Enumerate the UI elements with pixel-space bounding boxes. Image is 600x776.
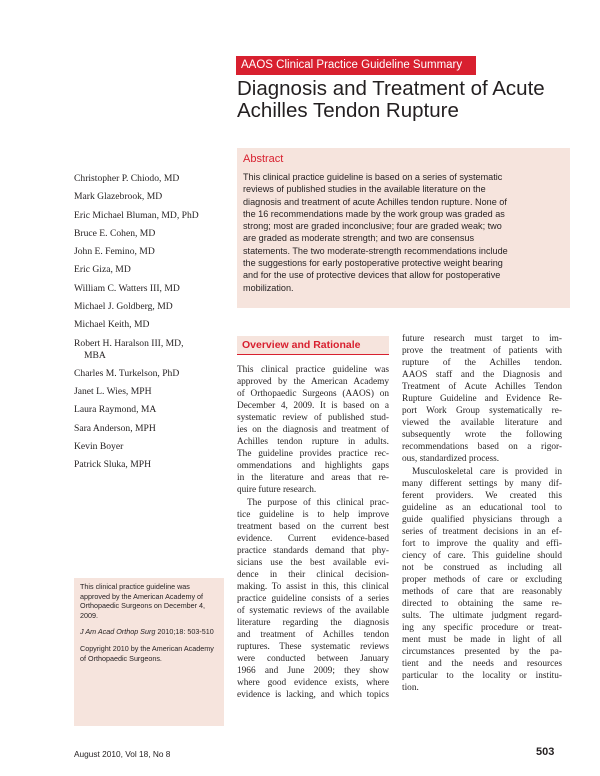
page-number: 503	[536, 746, 555, 758]
body-line: sicians use the best available evi-	[237, 557, 389, 568]
body-line: ferent providers. We created this	[402, 490, 562, 501]
citation-journal: J Am Acad Orthop Surg	[80, 627, 156, 637]
body-line: were conducted between January	[237, 654, 389, 665]
body-line: ciency of care. This guideline should	[402, 550, 562, 561]
author-name: Michael Keith, MD	[74, 319, 150, 331]
body-line: quire future research.	[237, 485, 317, 496]
body-line: ies on the diagnosis and treatment of	[237, 425, 389, 436]
body-line: dence in their clinical decision-	[237, 569, 389, 580]
author-name: Robert H. Haralson III, MD,	[74, 337, 184, 349]
abstract-line: the suggestions for early postoperative protective weight bearing	[243, 258, 503, 269]
body-line: ous, standardized process.	[402, 454, 500, 465]
author-name: Patrick Sluka, MPH	[74, 459, 152, 471]
body-line: ment must be made in light of all	[402, 635, 562, 646]
author-degree: MBA	[84, 349, 106, 361]
section-heading: Overview and Rationale	[237, 336, 389, 354]
body-line: making. To assist in this, this clinical	[237, 581, 389, 592]
author-name: Eric Giza, MD	[74, 264, 131, 276]
abstract-line: mobilization.	[243, 282, 294, 293]
author-name: Kevin Boyer	[74, 440, 124, 452]
article-title-line-1: Diagnosis and Treatment of Acute	[237, 77, 545, 100]
body-line: Musculoskeletal care is provided in	[412, 466, 562, 477]
author-name-wrapped	[74, 335, 234, 365]
body-line: evidence. Current evidence-based	[237, 533, 389, 544]
body-line: not be construed as including all	[402, 562, 562, 573]
citation-details: 2010;18: 503-510	[155, 627, 214, 637]
author-name: William C. Watters III, MD	[74, 282, 180, 294]
body-line: in the literature and areas that re-	[237, 473, 389, 484]
body-line: tice guideline is to help improve	[237, 509, 389, 520]
author-name: Charles M. Turkelson, PhD	[74, 367, 180, 379]
abstract-line: are graded as moderate strength; and two are consensus	[243, 233, 475, 244]
body-line: guideline as an educational tool to	[402, 502, 562, 513]
abstract-box	[237, 148, 570, 308]
body-line: This clinical practice guideline was	[237, 365, 389, 375]
body-line: and treatment of Achilles tendon	[237, 630, 389, 641]
abstract-heading: Abstract	[243, 153, 284, 165]
body-line: methods of care that are reasonably	[402, 586, 562, 597]
body-line: viewed the available literature and	[402, 418, 562, 429]
author-name: Eric Michael Bluman, MD, PhD	[74, 209, 199, 221]
approval-note-box	[74, 578, 224, 726]
body-line: port Work Group systematically re-	[402, 406, 562, 417]
body-line: directed to obtaining the same re-	[402, 599, 562, 610]
abstract-line: This clinical practice guideline is based on a series of systematic	[243, 172, 503, 182]
author-name: Sara Anderson, MPH	[74, 422, 156, 434]
body-line: circumstances presented by the pa-	[402, 647, 562, 658]
body-line: of Orthopaedic Surgeons (AAOS) on	[237, 389, 389, 400]
body-line: ruptures. These systematic reviews	[237, 642, 389, 653]
section-divider	[237, 354, 389, 355]
abstract-line: reviews of published studies in the available literature on the	[243, 184, 486, 195]
body-column-2	[402, 333, 562, 694]
body-line: 1966 and June 2009; they show	[237, 666, 389, 677]
abstract-text	[243, 171, 564, 294]
abstract-line: the 16 recommendations made by the work group was graded as	[243, 208, 505, 219]
body-line: many different settings by many dif-	[402, 478, 562, 489]
author-name: Christopher P. Chiodo, MD	[74, 173, 180, 184]
body-line: literature regarding the diagnosis	[237, 617, 389, 628]
body-line: Treatment of Acute Achilles Tendon	[402, 382, 562, 393]
author-name: Bruce E. Cohen, MD	[74, 227, 156, 239]
abstract-line: statements. The two moderate-strength recommendations include	[243, 245, 508, 256]
author-name: John E. Femino, MD	[74, 246, 155, 258]
body-column-1	[237, 364, 389, 701]
author-list	[74, 170, 234, 474]
body-line: guide qualified physicians through a	[402, 514, 562, 525]
body-line: rupture of the Achilles tendon.	[402, 358, 562, 369]
body-line: December 4, 2009. It is based on a	[237, 401, 389, 412]
body-line: systematic review of published stud-	[237, 413, 389, 424]
body-line: The purpose of this clinical prac-	[247, 497, 389, 508]
body-line: series of treatment decisions in an ef-	[402, 526, 562, 537]
body-line: ing any specific procedure or treat-	[402, 623, 562, 634]
body-line: The guideline provides practice rec-	[237, 449, 389, 460]
body-line: treatment based on the current best	[237, 521, 389, 532]
body-line: future research must target to im-	[402, 334, 562, 344]
body-line: tient and the needs and resources	[402, 659, 562, 670]
issue-footer: August 2010, Vol 18, No 8	[74, 749, 171, 759]
body-line: subsequently wrote the following	[402, 430, 562, 441]
body-line: recommendations based on a rigor-	[402, 442, 562, 453]
series-banner: AAOS Clinical Practice Guideline Summary	[236, 56, 476, 75]
copyright-note: Copyright 2010 by the American Academy of Orthopaedic Surgeons.	[80, 643, 214, 663]
body-line: ommendations and highlights gaps	[237, 461, 389, 472]
body-line: practice guideline consists of a series	[237, 593, 389, 604]
body-line: evidence is lacking, and which topics	[237, 690, 389, 701]
body-line: practice standards demand that phy-	[237, 545, 389, 556]
body-line: tion.	[402, 683, 419, 694]
body-line: approved by the American Academy	[237, 377, 389, 388]
body-line: of systematic reviews of the available	[237, 605, 389, 616]
author-name: Janet L. Wies, MPH	[74, 385, 152, 397]
abstract-line: and for the use of protective devices that allow for postoperative	[243, 270, 501, 281]
author-name: Michael J. Goldberg, MD	[74, 301, 173, 313]
body-line: where good evidence exists, where	[237, 678, 389, 689]
author-name: Mark Glazebrook, MD	[74, 191, 163, 203]
body-line: fort to improve the quality and effi-	[402, 538, 562, 549]
body-line: Achilles tendon rupture in adults.	[237, 437, 389, 448]
article-title	[237, 78, 567, 122]
body-line: sults. The ultimate judgment regard-	[402, 611, 562, 622]
body-line: AAOS staff and the Diagnosis and	[402, 370, 562, 381]
citation	[80, 627, 218, 637]
body-line: Rupture Guideline and Evidence Re-	[402, 394, 562, 405]
article-title-line-2: Achilles Tendon Rupture	[237, 99, 459, 122]
approval-note: This clinical practice guideline was approved by the American Academy of Orthopaedic Surgeons on December 4, 2009.	[80, 582, 206, 620]
body-line: particular to the locality or institu-	[402, 671, 562, 682]
author-name: Laura Raymond, MA	[74, 404, 157, 416]
body-line: prove the treatment of patients with	[402, 346, 562, 357]
abstract-line: strong; most are graded inconclusive; four are graded weak; two	[243, 221, 502, 232]
abstract-line: diagnosis and treatment of acute Achilles tendon rupture. None of	[243, 196, 507, 207]
body-line: proper methods of care or excluding	[402, 574, 562, 585]
